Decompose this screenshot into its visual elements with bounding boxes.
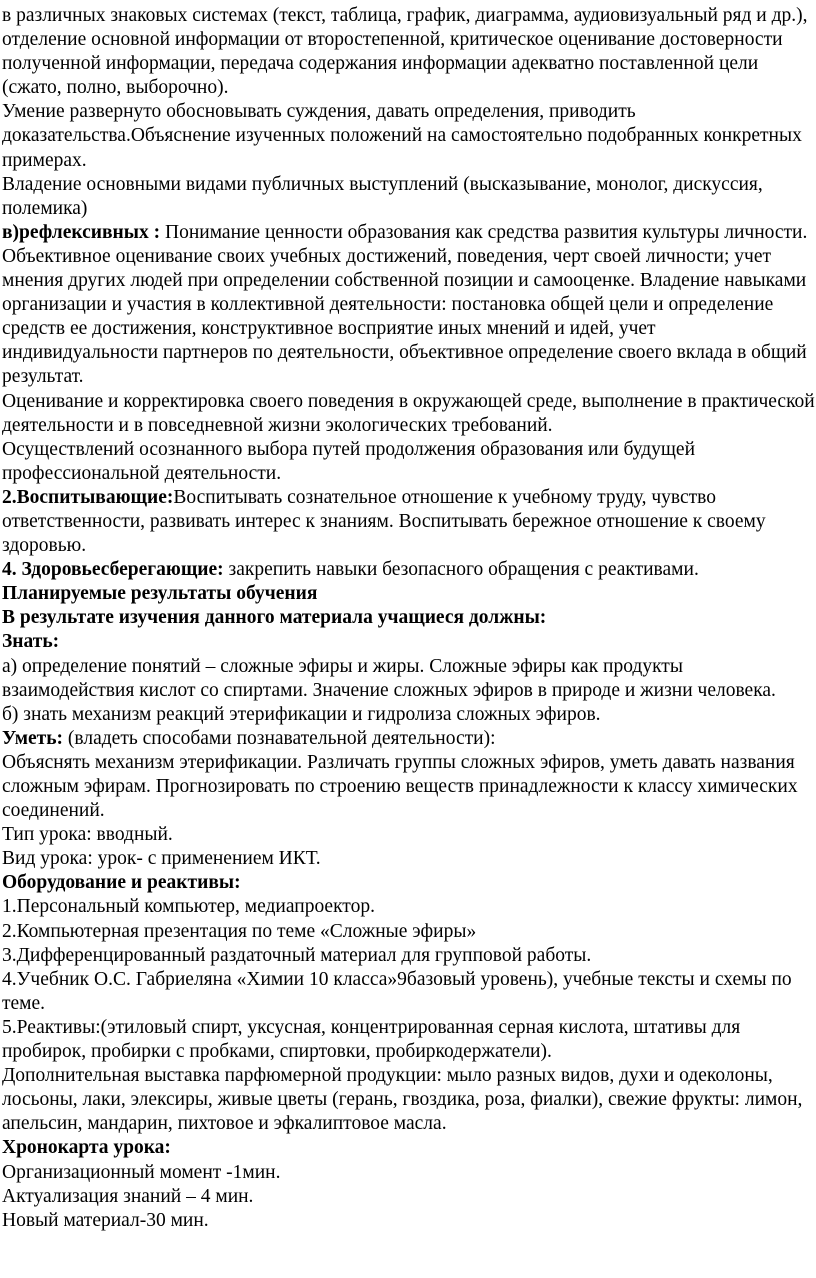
paragraph-choice: Осуществлений осознанного выбора путей продолжения образования или будущей профессиональной деятельности.	[2, 438, 696, 484]
heading-students-text: В результате изучения данного материала учащиеся должны:	[2, 607, 547, 629]
reflexive-text: Понимание ценности образования как средства развития культуры личности. Объективное оценивание своих учебных достижений, поведения, черт своей личности; учет мнения других людей при определении собственной позиции и самооценке. Владение навыками организации и участия в коллективной деятельности: постановка общей цели и определение средств ее достижения, конструктивное восприятие иных мнений и идей, учет индивидуальности партнеров по деятельности, объективное определение своего вклада в общий результат.	[2, 221, 808, 388]
able-label-text: (владеть способами познавательной деятельности):	[63, 727, 496, 749]
know-item-a: а) определение понятий – сложные эфиры и жиры. Сложные эфиры как продукты взаимодействия кислот со спиртами. Значение сложных эфиров в природе и жизни человека.	[2, 655, 776, 701]
paragraph-intro: в различных знаковых системах (текст, таблица, график, диаграмма, аудиовизуальный ряд и др.), отделение основной информации от второстепенной, критическое оценивание достоверности полученной информации, передача содержания информации адекватно поставленной цели (сжато, полно, выборочно).	[2, 5, 808, 99]
lesson-type: Тип урока: вводный.	[2, 824, 173, 846]
heading-equipment	[2, 871, 816, 895]
paragraph-speech: Владение основными видами публичных выступлений (высказывание, монолог, дискуссия, полемика)	[2, 173, 763, 219]
heading-equipment-text: Оборудование и реактивы:	[2, 872, 241, 894]
educational-text: Воспитывать сознательное отношение к учебному труду, чувство ответственности, развивать интерес к знаниям. Воспитывать бережное отношение к своему здоровью.	[2, 486, 766, 557]
heading-timing	[2, 1136, 816, 1160]
paragraph-educational	[2, 486, 816, 558]
heading-know-text: Знать:	[2, 631, 60, 653]
health-text: закрепить навыки безопасного обращения с реактивами.	[223, 559, 699, 581]
heading-know	[2, 630, 816, 654]
health-label: 4. Здоровьесберегающие:	[2, 559, 224, 581]
equipment-item: 2.Компьютерная презентация по теме «Сложные эфиры»	[2, 920, 477, 942]
paragraph-reflexive	[2, 221, 816, 390]
paragraph-exhibition: Дополнительная выставка парфюмерной продукции: мыло разных видов, духи и одеколоны, лосьоны, лаки, элексиры, живые цветы (герань, гвоздика, роза, фиалки), свежие фрукты: лимон, апельсин, мандарин, пихтовое и эфкалиптовое масла.	[2, 1065, 803, 1135]
paragraph-health	[2, 558, 816, 582]
able-label: Уметь:	[2, 727, 64, 749]
know-item-b: б) знать механизм реакций этерификации и гидролиза сложных эфиров.	[2, 703, 601, 725]
educational-label: 2.Воспитывающие:	[2, 486, 174, 508]
reflexive-label: в)рефлексивных :	[2, 221, 161, 243]
lesson-kind: Вид урока: урок- с применением ИКТ.	[2, 848, 321, 870]
heading-students	[2, 606, 816, 630]
equipment-item: 1.Персональный компьютер, медиапроектор.	[2, 896, 375, 918]
timing-item: Актуализация знаний – 4 мин.	[2, 1185, 254, 1207]
able-description: Объяснять механизм этерификации. Различать группы сложных эфиров, уметь давать названия сложным эфирам. Прогнозировать по строению веществ принадлежности к классу химических соединений.	[2, 751, 798, 822]
heading-results	[2, 582, 816, 606]
equipment-item: 3.Дифференцированный раздаточный материал для групповой работы.	[2, 944, 592, 966]
heading-results-text: Планируемые результаты обучения	[2, 583, 318, 605]
paragraph-behavior: Оценивание и корректировка своего поведения в окружающей среде, выполнение в практической деятельности и в повседневной жизни экологических требований.	[2, 390, 815, 436]
equipment-item: 5.Реактивы:(этиловый спирт, уксусная, концентрированная серная кислота, штативы для пробирок, пробирки с пробками, спиртовки, пробиркодержатели).	[2, 1016, 741, 1063]
timing-item: Новый материал-30 мин.	[2, 1209, 209, 1231]
timing-item: Организационный момент -1мин.	[2, 1161, 281, 1183]
heading-timing-text: Хронокарта урока:	[2, 1137, 171, 1159]
paragraph-able	[2, 727, 816, 751]
equipment-item: 4.Учебник О.С. Габриеляна «Химии 10 класса»9базовый уровень), учебные тексты и схемы по теме.	[2, 968, 792, 1014]
paragraph-reasoning: Умение развернуто обосновывать суждения, давать определения, приводить доказательства.Объяснение изученных положений на самостоятельно подобранных конкретных примерах.	[2, 101, 802, 171]
